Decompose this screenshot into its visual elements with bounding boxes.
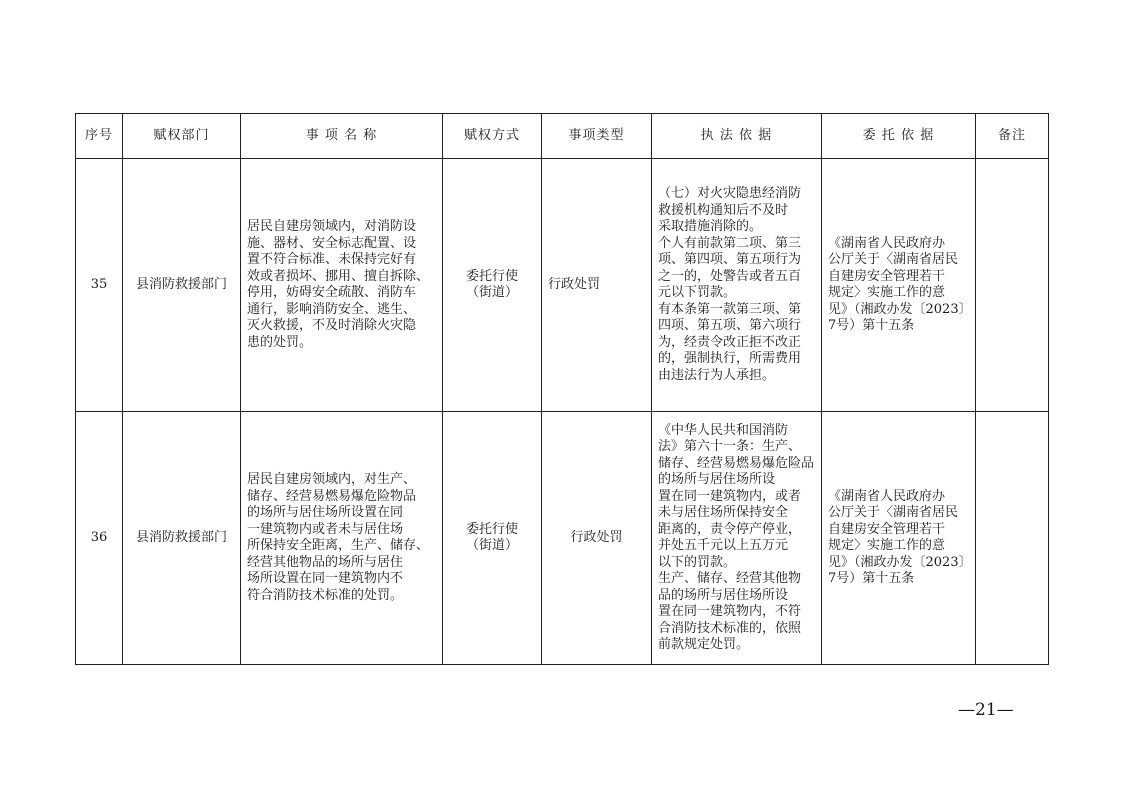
text-line: 所保持安全距离，生产、储存、: [247, 538, 430, 553]
cell-type: 行政处罚: [542, 159, 652, 412]
text-line: 《中华人民共和国消防: [658, 422, 789, 438]
header-item: 事 项 名 称: [241, 114, 443, 159]
text-line: 通行，影响消防安全、逃生、: [247, 301, 417, 317]
text-line: （街道）: [465, 285, 518, 300]
text-line: 采取措施消除的。: [658, 219, 763, 234]
header-entrust: 委 托 依 据: [822, 114, 976, 159]
cell-entrust: [822, 159, 976, 412]
text-line: 公厅关于〈湖南省居民: [828, 252, 959, 267]
text-line: 居民自建房领域内，对生产、: [247, 472, 417, 487]
text-line: 的场所与居住场所设: [658, 472, 776, 487]
text-line: 品的场所与居住场所设: [658, 587, 789, 603]
text-line: 公厅关于〈湖南省居民: [828, 505, 959, 520]
cell-note: [976, 159, 1049, 412]
cell-dept: 县消防救援部门: [123, 412, 241, 665]
text-line: 个人有前款第二项、第三: [658, 235, 802, 251]
text-line: （街道）: [465, 538, 518, 553]
header-method: 赋权方式: [443, 114, 542, 159]
cell-basis: [652, 159, 822, 412]
cell-item: [241, 412, 443, 665]
header-note: 备注: [976, 114, 1049, 159]
text-line: 规定〉实施工作的意: [828, 285, 946, 300]
header-dept: 赋权部门: [123, 114, 241, 159]
text-line: 有本条第一款第三项、第: [658, 301, 802, 317]
cell-dept: 县消防救援部门: [123, 159, 241, 412]
text-line: 一建筑物内或者未与居住场: [247, 521, 404, 537]
cell-type: 行政处罚: [542, 412, 652, 665]
text-line: 停用，妨碍安全疏散、消防车: [247, 285, 417, 300]
enforcement-table: [75, 113, 1049, 665]
table-header-row: [76, 114, 1049, 159]
text-line: 置在同一建筑物内，或者: [658, 488, 802, 504]
text-line: 见》（湘政办发〔2023〕: [828, 301, 972, 317]
text-line: 居民自建房领域内，对消防设: [247, 219, 417, 234]
header-basis: 执 法 依 据: [652, 114, 822, 159]
text-line: 元以下罚款。: [658, 285, 737, 300]
cell-no: 36: [76, 412, 123, 665]
text-line: 自建房安全管理若干: [828, 521, 946, 537]
text-line: 前款规定处罚。: [658, 637, 750, 652]
text-line: 为，经责令改正拒不改正: [658, 334, 802, 350]
cell-no: 35: [76, 159, 123, 412]
text-line: 置不符合标准、未保持完好有: [247, 252, 417, 267]
text-line: 未与居住场所保持安全: [658, 505, 789, 520]
text-line: 并处五千元以上五万元: [658, 538, 789, 553]
text-line: 施、器材、安全标志配置、设: [247, 235, 417, 251]
text-line: 见》（湘政办发〔2023〕: [828, 554, 972, 570]
text-line: 的，强制执行，所需费用: [658, 351, 802, 366]
text-line: 委托行使: [465, 268, 518, 284]
text-line: 自建房安全管理若干: [828, 268, 946, 284]
text-line: 效或者损坏、挪用、擅自拆除、: [247, 268, 430, 284]
text-line: 生产、储存、经营其他物: [658, 571, 802, 586]
text-line: 项、第四项、第五项行为: [658, 252, 802, 267]
text-line: 由违法行为人承担。: [658, 367, 776, 383]
cell-entrust: [822, 412, 976, 665]
text-line: 法》第六十一条：生产、: [658, 439, 802, 454]
text-line: 7号）第十五条: [828, 318, 915, 333]
cell-item: [241, 159, 443, 412]
text-line: 储存、经营易燃易爆危险品: [658, 455, 815, 471]
text-line: 储存、经营易燃易爆危险物品: [247, 488, 417, 504]
text-line: 《湖南省人民政府办: [828, 488, 946, 504]
cell-method: [443, 412, 542, 665]
text-line: （七）对火灾隐患经消防: [658, 186, 802, 201]
text-line: 距离的，责令停产停业，: [658, 521, 802, 537]
header-no: 序号: [76, 114, 123, 159]
text-line: 符合消防技术标准的处罚。: [247, 587, 404, 603]
text-line: 之一的，处警告或者五百: [658, 268, 802, 284]
text-line: 以下的罚款。: [658, 554, 737, 570]
text-line: 场所设置在同一建筑物内不: [247, 571, 404, 586]
text-line: 合消防技术标准的，依照: [658, 620, 802, 636]
table-row: [76, 412, 1049, 665]
text-line: 四项、第五项、第六项行: [658, 318, 802, 333]
header-type: 事项类型: [542, 114, 652, 159]
text-line: 《湖南省人民政府办: [828, 235, 946, 251]
cell-note: [976, 412, 1049, 665]
text-line: 置在同一建筑物内，不符: [658, 604, 802, 619]
text-line: 救援机构通知后不及时: [658, 202, 789, 218]
text-line: 的场所与居住场所设置在同: [247, 505, 404, 520]
table-row: [76, 159, 1049, 412]
page-number: —21—: [958, 700, 1014, 720]
text-line: 患的处罚。: [247, 334, 313, 350]
cell-method: [443, 159, 542, 412]
text-line: 规定〉实施工作的意: [828, 538, 946, 553]
text-line: 经营其他物品的场所与居住: [247, 554, 404, 570]
text-line: 委托行使: [465, 521, 518, 537]
text-line: 7号）第十五条: [828, 571, 915, 586]
cell-basis: [652, 412, 822, 665]
text-line: 灭火救援，不及时消除火灾隐: [247, 318, 417, 333]
